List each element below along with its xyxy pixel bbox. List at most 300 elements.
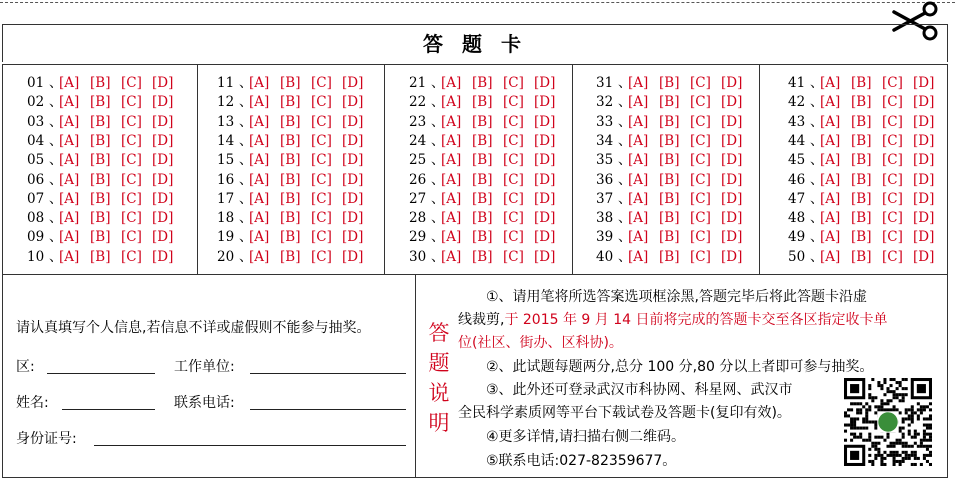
qr-module <box>914 454 917 457</box>
option-d-box[interactable]: [D] <box>721 132 743 149</box>
option-a-box[interactable]: [A] <box>249 229 270 246</box>
qr-module <box>929 433 932 436</box>
qr-module <box>850 424 853 427</box>
qr-module <box>883 378 886 381</box>
question-number: 23 <box>409 113 427 130</box>
option-a-box[interactable]: [A] <box>59 113 80 130</box>
option-b-box[interactable]: [B] <box>280 190 301 207</box>
option-b-box[interactable]: [B] <box>851 113 872 130</box>
option-d-box[interactable]: [D] <box>152 229 174 246</box>
option-a-box[interactable]: [A] <box>628 132 649 149</box>
option-a-box[interactable]: [A] <box>59 171 80 188</box>
option-a-box[interactable]: [A] <box>628 248 649 265</box>
option-d-box[interactable]: [D] <box>152 113 174 130</box>
option-b-box[interactable]: [B] <box>659 229 680 246</box>
qr-module <box>853 433 856 436</box>
option-b-box[interactable]: [B] <box>280 248 301 265</box>
option-a-box[interactable]: [A] <box>628 171 649 188</box>
option-a-box[interactable]: [A] <box>249 248 270 265</box>
option-d-box[interactable]: [D] <box>342 113 364 130</box>
option-c-box[interactable]: [C] <box>690 75 711 91</box>
option-c-box[interactable]: [C] <box>690 94 711 111</box>
option-c-box[interactable]: [C] <box>503 210 524 227</box>
option-b-box[interactable]: [B] <box>472 229 493 246</box>
option-d-box[interactable]: [D] <box>721 210 743 227</box>
option-b-box[interactable]: [B] <box>472 248 493 265</box>
qr-module <box>911 436 914 439</box>
option-d-box[interactable]: [D] <box>913 210 935 227</box>
option-c-box[interactable]: [C] <box>121 152 142 169</box>
option-a-box[interactable]: [A] <box>59 75 80 91</box>
option-b-box[interactable]: [B] <box>90 75 111 91</box>
option-d-box[interactable]: [D] <box>342 190 364 207</box>
option-b-box[interactable]: [B] <box>280 152 301 169</box>
option-d-box[interactable]: [D] <box>913 132 935 149</box>
qr-module <box>883 393 886 396</box>
option-a-box[interactable]: [A] <box>249 113 270 130</box>
option-a-box[interactable]: [A] <box>441 229 462 246</box>
option-a-box[interactable]: [A] <box>249 171 270 188</box>
qr-module <box>905 442 908 445</box>
instructions-heading <box>424 318 454 438</box>
question-number: 44 <box>788 132 806 149</box>
option-b-box[interactable]: [B] <box>472 210 493 227</box>
qr-module <box>880 387 883 390</box>
option-a-box[interactable]: [A] <box>249 210 270 227</box>
qr-module <box>899 460 902 463</box>
option-b-box[interactable]: [B] <box>851 248 872 265</box>
option-d-box[interactable]: [D] <box>721 229 743 246</box>
heading-char: 题 <box>428 351 450 375</box>
option-d-box[interactable]: [D] <box>534 152 556 169</box>
separator: 、 <box>618 210 632 227</box>
answer-row <box>596 171 752 190</box>
question-number: 47 <box>788 190 806 207</box>
qr-module <box>917 414 920 417</box>
option-c-box[interactable]: [C] <box>882 132 903 149</box>
option-a-box[interactable]: [A] <box>249 94 270 111</box>
option-c-box[interactable]: [C] <box>311 248 332 265</box>
answer-row <box>596 132 752 151</box>
work-unit-field[interactable] <box>250 373 406 374</box>
option-d-box[interactable]: [D] <box>342 171 364 188</box>
option-b-box[interactable]: [B] <box>90 152 111 169</box>
option-d-box[interactable]: [D] <box>534 94 556 111</box>
option-a-box[interactable]: [A] <box>820 171 841 188</box>
option-d-box[interactable]: [D] <box>152 171 174 188</box>
option-b-box[interactable]: [B] <box>280 94 301 111</box>
answer-row <box>217 190 373 209</box>
qr-module <box>865 408 868 411</box>
answer-row <box>788 190 944 209</box>
option-b-box[interactable]: [B] <box>90 132 111 149</box>
qr-module <box>877 451 880 454</box>
qr-code[interactable] <box>844 378 932 466</box>
question-number: 19 <box>217 229 235 246</box>
option-a-box[interactable]: [A] <box>628 190 649 207</box>
option-c-box[interactable]: [C] <box>503 152 524 169</box>
qr-module <box>868 408 871 411</box>
option-c-box[interactable]: [C] <box>690 210 711 227</box>
option-a-box[interactable]: [A] <box>59 229 80 246</box>
option-d-box[interactable]: [D] <box>721 94 743 111</box>
option-c-box[interactable]: [C] <box>311 113 332 130</box>
option-a-box[interactable]: [A] <box>59 248 80 265</box>
qr-module <box>883 408 886 411</box>
answer-column <box>759 65 947 274</box>
option-d-box[interactable]: [D] <box>534 248 556 265</box>
option-d-box[interactable]: [D] <box>152 190 174 207</box>
option-c-box[interactable]: [C] <box>121 113 142 130</box>
qr-module <box>905 411 908 414</box>
option-c-box[interactable]: [C] <box>882 171 903 188</box>
qr-module <box>896 439 899 442</box>
option-b-box[interactable]: [B] <box>659 210 680 227</box>
option-a-box[interactable]: [A] <box>820 229 841 246</box>
option-c-box[interactable]: [C] <box>690 248 711 265</box>
option-b-box[interactable]: [B] <box>280 171 301 188</box>
answer-row <box>409 151 565 170</box>
qr-module <box>899 381 902 384</box>
option-c-box[interactable]: [C] <box>690 152 711 169</box>
option-c-box[interactable]: [C] <box>503 229 524 246</box>
option-c-box[interactable]: [C] <box>690 171 711 188</box>
answer-row <box>27 209 183 228</box>
option-c-box[interactable]: [C] <box>690 229 711 246</box>
option-c-box[interactable]: [C] <box>121 190 142 207</box>
option-d-box[interactable]: [D] <box>913 94 935 111</box>
phone-field[interactable] <box>250 409 406 410</box>
option-d-box[interactable]: [D] <box>152 248 174 265</box>
qr-module <box>890 378 893 381</box>
option-c-box[interactable]: [C] <box>121 248 142 265</box>
option-b-box[interactable]: [B] <box>472 132 493 149</box>
qr-module <box>871 463 874 466</box>
option-a-box[interactable]: [A] <box>249 152 270 169</box>
option-b-box[interactable]: [B] <box>472 75 493 91</box>
option-d-box[interactable]: [D] <box>342 132 364 149</box>
option-a-box[interactable]: [A] <box>820 75 841 91</box>
qr-module <box>847 424 850 427</box>
qr-module <box>923 417 926 420</box>
qr-module <box>929 417 932 420</box>
option-d-box[interactable]: [D] <box>913 152 935 169</box>
option-b-box[interactable]: [B] <box>472 152 493 169</box>
option-b-box[interactable]: [B] <box>659 248 680 265</box>
option-d-box[interactable]: [D] <box>152 94 174 111</box>
option-a-box[interactable]: [A] <box>820 248 841 265</box>
separator: 、 <box>49 171 63 188</box>
option-b-box[interactable]: [B] <box>659 152 680 169</box>
qr-module <box>880 460 883 463</box>
qr-module <box>908 454 911 457</box>
option-c-box[interactable]: [C] <box>121 210 142 227</box>
qr-module <box>850 408 853 411</box>
option-c-box[interactable]: [C] <box>121 132 142 149</box>
option-a-box[interactable]: [A] <box>59 132 80 149</box>
option-c-box[interactable]: [C] <box>121 94 142 111</box>
option-c-box[interactable]: [C] <box>503 248 524 265</box>
qr-module <box>896 454 899 457</box>
separator: 、 <box>49 113 63 130</box>
option-c-box[interactable]: [C] <box>882 94 903 111</box>
qr-module <box>853 417 856 420</box>
option-d-box[interactable]: [D] <box>913 113 935 130</box>
option-b-box[interactable]: [B] <box>90 190 111 207</box>
option-c-box[interactable]: [C] <box>690 113 711 130</box>
option-a-box[interactable]: [A] <box>628 229 649 246</box>
qr-module <box>880 408 883 411</box>
option-d-box[interactable]: [D] <box>721 190 743 207</box>
option-b-box[interactable]: [B] <box>90 229 111 246</box>
option-d-box[interactable]: [D] <box>152 210 174 227</box>
heading-char: 明 <box>428 411 450 435</box>
option-c-box[interactable]: [C] <box>882 75 903 91</box>
instruction-text: 线裁剪, <box>458 312 505 328</box>
option-d-box[interactable]: [D] <box>534 171 556 188</box>
option-a-box[interactable]: [A] <box>249 190 270 207</box>
qr-module <box>926 454 929 457</box>
option-d-box[interactable]: [D] <box>721 171 743 188</box>
option-b-box[interactable]: [B] <box>659 94 680 111</box>
option-d-box[interactable]: [D] <box>534 229 556 246</box>
option-b-box[interactable]: [B] <box>851 152 872 169</box>
option-c-box[interactable]: [C] <box>503 190 524 207</box>
option-d-box[interactable]: [D] <box>534 113 556 130</box>
option-c-box[interactable]: [C] <box>882 190 903 207</box>
separator: 、 <box>810 229 824 246</box>
option-b-box[interactable]: [B] <box>851 229 872 246</box>
option-b-box[interactable]: [B] <box>90 94 111 111</box>
qr-module <box>896 393 899 396</box>
qr-module <box>874 427 877 430</box>
option-b-box[interactable]: [B] <box>472 171 493 188</box>
qr-module <box>920 411 923 414</box>
option-d-box[interactable]: [D] <box>342 210 364 227</box>
option-c-box[interactable]: [C] <box>311 132 332 149</box>
option-a-box[interactable]: [A] <box>820 210 841 227</box>
option-c-box[interactable]: [C] <box>503 94 524 111</box>
qr-module <box>905 387 908 390</box>
qr-module <box>883 463 886 466</box>
qr-module <box>908 424 911 427</box>
option-a-box[interactable]: [A] <box>441 94 462 111</box>
qr-module <box>880 405 883 408</box>
option-b-box[interactable]: [B] <box>280 75 301 91</box>
option-c-box[interactable]: [C] <box>503 113 524 130</box>
option-d-box[interactable]: [D] <box>534 190 556 207</box>
option-a-box[interactable]: [A] <box>59 152 80 169</box>
qr-module <box>850 451 859 460</box>
qr-module <box>877 442 880 445</box>
option-d-box[interactable]: [D] <box>534 75 556 91</box>
option-a-box[interactable]: [A] <box>628 75 649 91</box>
option-d-box[interactable]: [D] <box>342 94 364 111</box>
option-b-box[interactable]: [B] <box>280 210 301 227</box>
qr-module <box>847 408 850 411</box>
option-d-box[interactable]: [D] <box>342 229 364 246</box>
option-b-box[interactable]: [B] <box>90 248 111 265</box>
instruction-line-4: ②、此试题每题两分,总分 100 分,80 分以上者即可参与抽奖。 <box>486 359 874 375</box>
option-b-box[interactable]: [B] <box>659 75 680 91</box>
qr-module <box>874 457 877 460</box>
option-a-box[interactable]: [A] <box>820 94 841 111</box>
separator: 、 <box>618 152 632 169</box>
option-b-box[interactable]: [B] <box>851 190 872 207</box>
option-a-box[interactable]: [A] <box>249 132 270 149</box>
option-c-box[interactable]: [C] <box>503 171 524 188</box>
answer-row <box>217 151 373 170</box>
option-d-box[interactable]: [D] <box>534 132 556 149</box>
option-a-box[interactable]: [A] <box>441 210 462 227</box>
question-number: 48 <box>788 210 806 227</box>
option-a-box[interactable]: [A] <box>441 113 462 130</box>
option-a-box[interactable]: [A] <box>820 190 841 207</box>
id-number-field[interactable] <box>94 445 406 446</box>
qr-module <box>844 439 847 442</box>
qr-module <box>883 402 886 405</box>
option-c-box[interactable]: [C] <box>882 229 903 246</box>
qr-module <box>850 417 853 420</box>
qr-module <box>874 445 877 448</box>
qr-module <box>893 463 896 466</box>
option-c-box[interactable]: [C] <box>690 132 711 149</box>
answer-row <box>596 228 752 247</box>
qr-module <box>896 442 899 445</box>
option-b-box[interactable]: [B] <box>659 113 680 130</box>
option-d-box[interactable]: [D] <box>721 75 743 91</box>
option-a-box[interactable]: [A] <box>249 75 270 91</box>
option-c-box[interactable]: [C] <box>121 229 142 246</box>
option-a-box[interactable]: [A] <box>820 113 841 130</box>
option-d-box[interactable]: [D] <box>913 171 935 188</box>
option-a-box[interactable]: [A] <box>441 75 462 91</box>
option-d-box[interactable]: [D] <box>913 75 935 91</box>
option-c-box[interactable]: [C] <box>121 171 142 188</box>
option-c-box[interactable]: [C] <box>311 190 332 207</box>
option-d-box[interactable]: [D] <box>534 210 556 227</box>
qr-module <box>914 451 917 454</box>
option-b-box[interactable]: [B] <box>280 132 301 149</box>
option-a-box[interactable]: [A] <box>59 210 80 227</box>
option-a-box[interactable]: [A] <box>628 113 649 130</box>
qr-module <box>880 436 883 439</box>
option-b-box[interactable]: [B] <box>851 210 872 227</box>
option-a-box[interactable]: [A] <box>441 248 462 265</box>
option-b-box[interactable]: [B] <box>851 171 872 188</box>
option-b-box[interactable]: [B] <box>851 75 872 91</box>
qr-module <box>899 384 902 387</box>
district-field[interactable] <box>47 373 155 374</box>
option-b-box[interactable]: [B] <box>851 94 872 111</box>
option-b-box[interactable]: [B] <box>90 171 111 188</box>
option-c-box[interactable]: [C] <box>882 210 903 227</box>
option-d-box[interactable]: [D] <box>721 152 743 169</box>
qr-module <box>853 424 856 427</box>
option-a-box[interactable]: [A] <box>441 132 462 149</box>
qr-module <box>880 384 883 387</box>
question-number: 41 <box>788 75 806 91</box>
qr-module <box>902 378 905 381</box>
option-a-box[interactable]: [A] <box>59 94 80 111</box>
option-d-box[interactable]: [D] <box>721 248 743 265</box>
option-b-box[interactable]: [B] <box>280 229 301 246</box>
qr-module <box>890 408 893 411</box>
option-c-box[interactable]: [C] <box>311 75 332 91</box>
option-a-box[interactable]: [A] <box>441 152 462 169</box>
option-b-box[interactable]: [B] <box>90 113 111 130</box>
option-a-box[interactable]: [A] <box>628 152 649 169</box>
option-d-box[interactable]: [D] <box>913 190 935 207</box>
option-b-box[interactable]: [B] <box>90 210 111 227</box>
option-c-box[interactable]: [C] <box>311 210 332 227</box>
option-c-box[interactable]: [C] <box>311 229 332 246</box>
option-d-box[interactable]: [D] <box>721 113 743 130</box>
option-c-box[interactable]: [C] <box>121 75 142 91</box>
qr-module <box>917 417 920 420</box>
option-c-box[interactable]: [C] <box>311 94 332 111</box>
option-d-box[interactable]: [D] <box>152 152 174 169</box>
answer-row <box>27 74 183 93</box>
option-c-box[interactable]: [C] <box>503 132 524 149</box>
option-d-box[interactable]: [D] <box>913 229 935 246</box>
name-field[interactable] <box>62 409 155 410</box>
question-number: 32 <box>596 94 614 111</box>
option-a-box[interactable]: [A] <box>628 94 649 111</box>
option-a-box[interactable]: [A] <box>820 152 841 169</box>
answer-row <box>596 209 752 228</box>
option-d-box[interactable]: [D] <box>913 248 935 265</box>
option-b-box[interactable]: [B] <box>472 190 493 207</box>
qr-module <box>923 457 926 460</box>
option-d-box[interactable]: [D] <box>152 75 174 91</box>
option-c-box[interactable]: [C] <box>690 190 711 207</box>
option-c-box[interactable]: [C] <box>311 152 332 169</box>
option-b-box[interactable]: [B] <box>659 171 680 188</box>
option-c-box[interactable]: [C] <box>311 171 332 188</box>
option-b-box[interactable]: [B] <box>472 94 493 111</box>
option-b-box[interactable]: [B] <box>472 113 493 130</box>
qr-module <box>890 451 893 454</box>
option-c-box[interactable]: [C] <box>882 152 903 169</box>
qr-module <box>896 396 899 399</box>
option-b-box[interactable]: [B] <box>280 113 301 130</box>
option-a-box[interactable]: [A] <box>441 190 462 207</box>
qr-module <box>883 451 886 454</box>
option-a-box[interactable]: [A] <box>59 190 80 207</box>
qr-module <box>883 439 886 442</box>
option-c-box[interactable]: [C] <box>882 248 903 265</box>
option-d-box[interactable]: [D] <box>152 132 174 149</box>
question-number: 31 <box>596 75 614 91</box>
option-d-box[interactable]: [D] <box>342 152 364 169</box>
option-a-box[interactable]: [A] <box>820 132 841 149</box>
option-c-box[interactable]: [C] <box>503 75 524 91</box>
qr-module <box>868 460 871 463</box>
option-b-box[interactable]: [B] <box>659 190 680 207</box>
qr-module <box>929 445 932 448</box>
option-d-box[interactable]: [D] <box>342 248 364 265</box>
option-b-box[interactable]: [B] <box>851 132 872 149</box>
option-a-box[interactable]: [A] <box>628 210 649 227</box>
option-d-box[interactable]: [D] <box>342 75 364 91</box>
option-c-box[interactable]: [C] <box>882 113 903 130</box>
instruction-line-2 <box>458 311 888 330</box>
qr-module <box>886 454 889 457</box>
qr-module <box>877 436 880 439</box>
option-b-box[interactable]: [B] <box>659 132 680 149</box>
option-a-box[interactable]: [A] <box>441 171 462 188</box>
